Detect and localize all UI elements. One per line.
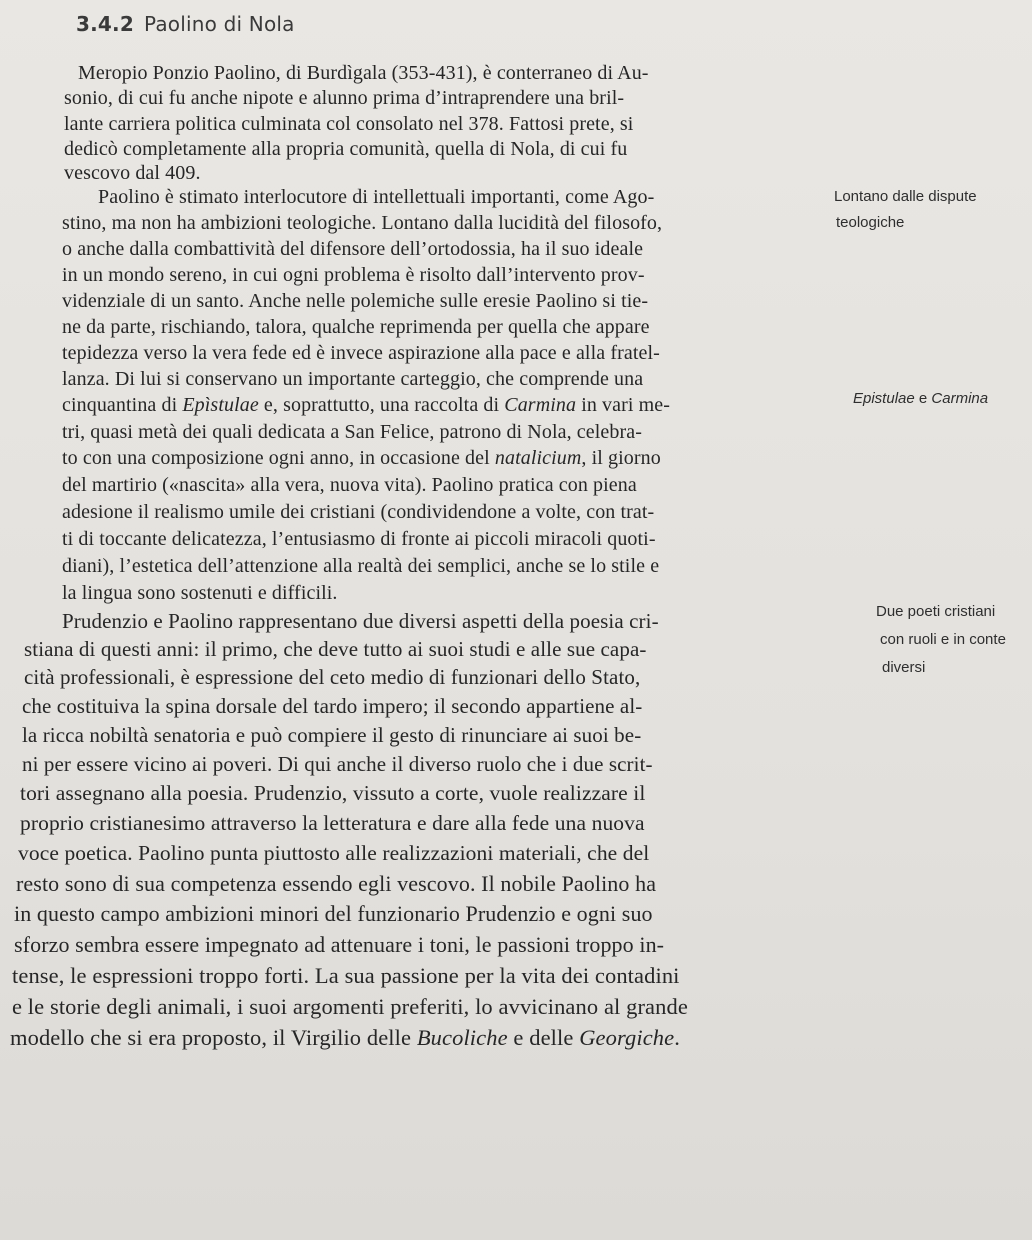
text-line: dedicò completamente alla propria comunità, quella di Nola, di cui fu [64, 138, 628, 160]
text-line: Paolino è stimato interlocutore di intellettuali importanti, come Ago- [98, 186, 655, 208]
text-line: lante carriera politica culminata col consolato nel 378. Fattosi prete, si [64, 113, 634, 135]
section-title: Paolino di Nola [143, 12, 295, 36]
text-line: la lingua sono sostenuti e difficili. [62, 582, 338, 604]
text-line: ne da parte, rischiando, talora, qualche reprimenda per quella che appare [62, 316, 650, 338]
text-line: Meropio Ponzio Paolino, di Burdìgala (353-431), è conterraneo di Au- [78, 62, 649, 84]
margin-note-line: Lontano dalle dispute [834, 188, 977, 205]
margin-note-line: diversi [882, 659, 926, 676]
text-line: to con una composizione ogni anno, in occasione del natalicium, il giorno [62, 447, 661, 469]
text-line: o anche dalla combattività del difensore dell’ortodossia, ha il suo ideale [62, 238, 644, 260]
text-line: Prudenzio e Paolino rappresentano due diversi aspetti della poesia cri- [62, 609, 659, 633]
text-line: tepidezza verso la vera fede ed è invece aspirazione alla pace e alla fratel- [62, 342, 660, 364]
text-line: voce poetica. Paolino punta piuttosto alle realizzazioni materiali, che del [18, 841, 650, 865]
margin-note-line: Due poeti cristiani [876, 603, 996, 620]
text-line: cinquantina di Epìstulae e, soprattutto, una raccolta di Carmina in vari me- [62, 394, 671, 416]
text-line: che costituiva la spina dorsale del tardo impero; il secondo appartiene al- [22, 694, 643, 718]
text-line: tri, quasi metà dei quali dedicata a San Felice, patrono di Nola, celebra- [62, 421, 642, 443]
text-line: in questo campo ambizioni minori del funzionario Prudenzio e ogni suo [14, 901, 653, 926]
margin-note-line: Epistulae e Carmina [853, 390, 989, 407]
text-line: modello che si era proposto, il Virgilio delle Bucoliche e delle Georgiche. [10, 1025, 680, 1050]
text-line: lanza. Di lui si conservano un importante carteggio, che comprende una [62, 368, 644, 390]
text-line: del martirio («nascita» alla vera, nuova vita). Paolino pratica con piena [62, 474, 637, 496]
text-line: adesione il realismo umile dei cristiani (condividendone a volte, con trat- [62, 501, 655, 523]
section-heading [76, 12, 295, 36]
section-number: 3.4.2 [76, 12, 134, 36]
text-line: ni per essere vicino ai poveri. Di qui anche il diverso ruolo che i due scrit- [22, 752, 653, 776]
text-line: la ricca nobiltà senatoria e può compiere il gesto di rinunciare ai suoi be- [22, 723, 642, 747]
text-line: sforzo sembra essere impegnato ad attenuare i toni, le passioni troppo in- [14, 932, 665, 957]
text-line: tense, le espressioni troppo forti. La sua passione per la vita dei contadini [12, 963, 680, 988]
text-line: cità professionali, è espressione del ceto medio di funzionari dello Stato, [24, 665, 641, 689]
text-line: stino, ma non ha ambizioni teologiche. Lontano dalla lucidità del filosofo, [62, 212, 663, 234]
text-line: tori assegnano alla poesia. Prudenzio, vissuto a corte, vuole realizzare il [20, 781, 646, 805]
text-line: resto sono di sua competenza essendo egli vescovo. Il nobile Paolino ha [16, 871, 657, 896]
text-line: vescovo dal 409. [64, 162, 201, 184]
text-line: proprio cristianesimo attraverso la letteratura e dare alla fede una nuova [20, 811, 645, 835]
text-line: sonio, di cui fu anche nipote e alunno prima d’intraprendere una bril- [64, 87, 625, 109]
text-line: e le storie degli animali, i suoi argomenti preferiti, lo avvicinano al grande [12, 994, 688, 1019]
text-line: in un mondo sereno, in cui ogni problema è risolto dall’intervento prov- [62, 264, 645, 286]
margin-note-line: teologiche [836, 214, 905, 231]
text-line: videnziale di un santo. Anche nelle polemiche sulle eresie Paolino si tie- [62, 290, 649, 312]
text-line: stiana di questi anni: il primo, che deve tutto ai suoi studi e alle sue capa- [24, 637, 647, 661]
margin-note-line: con ruoli e in conte [880, 631, 1006, 648]
text-line: diani), l’estetica dell’attenzione alla realtà dei semplici, anche se lo stile e [62, 555, 660, 577]
text-line: ti di toccante delicatezza, l’entusiasmo di fronte ai piccoli miracoli quoti- [62, 528, 656, 550]
